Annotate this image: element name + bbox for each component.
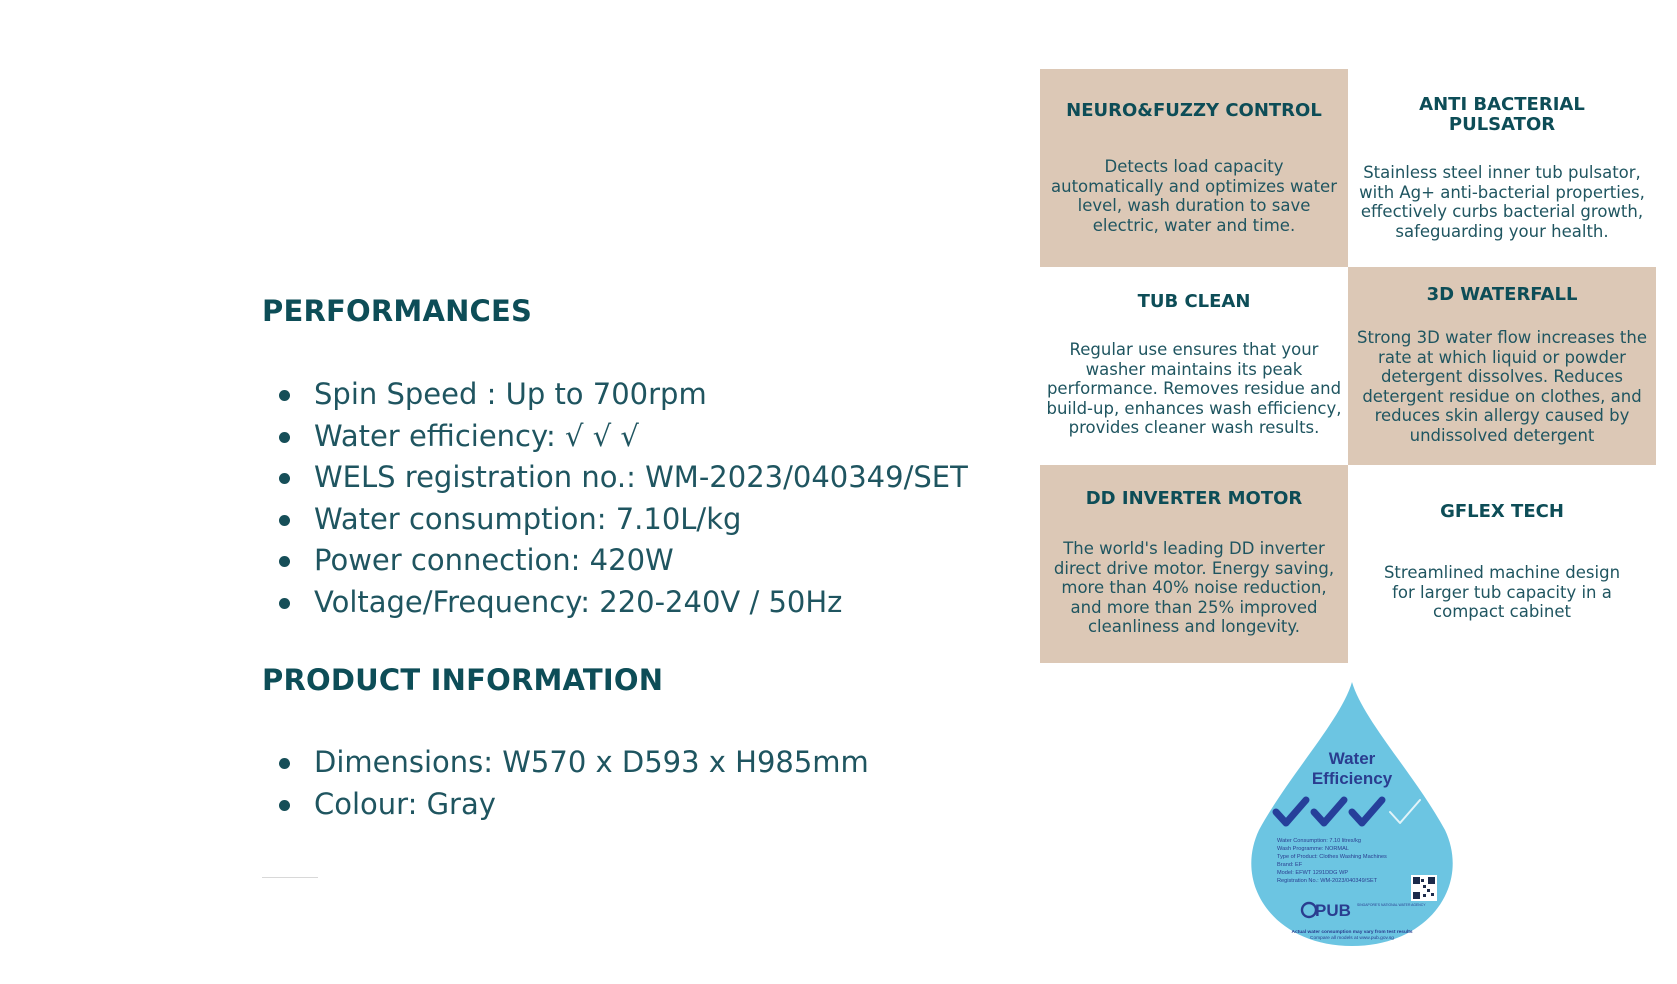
label-footer: Compare all models at www.pub.gov.sg <box>1310 936 1394 941</box>
feature-card-dd-inverter-motor <box>1040 465 1348 663</box>
performances-heading: PERFORMANCES <box>262 294 533 328</box>
feature-description: Streamlined machine design for larger tub capacity in a compact cabinet <box>1383 563 1621 622</box>
list-item: Colour: Gray <box>262 784 869 826</box>
label-detail: Model: EFWT 1291DDG WP <box>1277 870 1349 876</box>
feature-title: GFLEX TECH <box>1440 501 1564 522</box>
feature-title: ANTI BACTERIAL PULSATOR <box>1419 94 1585 135</box>
list-item: Water efficiency: √ √ √ <box>262 416 968 458</box>
feature-card-3d-waterfall <box>1348 267 1656 465</box>
label-detail: Water Consumption: 7.10 litres/kg <box>1277 838 1362 844</box>
svg-text:PUB: PUB <box>1315 901 1351 920</box>
feature-title: 3D WATERFALL <box>1426 284 1578 305</box>
feature-title: TUB CLEAN <box>1137 291 1251 312</box>
feature-description: Regular use ensures that your washer maintains its peak performance. Removes residue and build-up, enhances wash efficiency, provides cleaner wash results. <box>1046 340 1342 438</box>
label-detail: Wash Programme: NORMAL <box>1277 846 1349 852</box>
feature-description: Stainless steel inner tub pulsator, with Ag+ anti-bacterial properties, effectively curbs bacterial growth, safeguarding your health. <box>1359 163 1645 241</box>
feature-description: The world's leading DD inverter direct drive motor. Energy saving, more than 40% noise reduction, and more than 25% improved cleanliness and longevity. <box>1053 539 1335 637</box>
feature-card-neuro-fuzzy <box>1040 69 1348 267</box>
feature-card-tub-clean <box>1040 267 1348 465</box>
svg-text:SINGAPORE'S NATIONAL WATER AGE: SINGAPORE'S NATIONAL WATER AGENCY <box>1357 903 1426 907</box>
feature-description: Strong 3D water flow increases the rate at which liquid or powder detergent dissolves. Reduces detergent residue on clothes, and reduces skin allergy caused by undissolved detergent <box>1356 328 1648 445</box>
feature-description: Detects load capacity automatically and optimizes water level, wash duration to save electric, water and time. <box>1051 157 1337 235</box>
label-title-line1: Water <box>1328 749 1376 768</box>
list-item: WELS registration no.: WM-2023/040349/SET <box>262 457 968 499</box>
label-detail: Brand: EF <box>1277 862 1303 868</box>
list-item: Dimensions: W570 x D593 x H985mm <box>262 742 869 784</box>
performances-list <box>262 374 968 623</box>
list-item: Power connection: 420W <box>262 540 968 582</box>
product-information-list <box>262 742 869 825</box>
feature-card-anti-bacterial <box>1348 69 1656 267</box>
list-item: Voltage/Frequency: 220-240V / 50Hz <box>262 582 968 624</box>
divider <box>262 877 318 878</box>
label-title-line2: Efficiency <box>1311 769 1393 788</box>
label-footer: Actual water consumption may vary from test results <box>1291 930 1413 935</box>
label-detail: Registration No.: WM-2023/040349/SET <box>1277 878 1378 884</box>
feature-card-gflex-tech <box>1348 465 1656 663</box>
feature-title: NEURO&FUZZY CONTROL <box>1066 100 1322 121</box>
qr-code-icon <box>1411 875 1437 901</box>
label-detail: Type of Product: Clothes Washing Machines <box>1277 854 1387 860</box>
list-item: Spin Speed : Up to 700rpm <box>262 374 968 416</box>
feature-title: DD INVERTER MOTOR <box>1085 488 1303 509</box>
product-information-heading: PRODUCT INFORMATION <box>262 663 664 697</box>
list-item: Water consumption: 7.10L/kg <box>262 499 968 541</box>
water-efficiency-label <box>1245 680 1459 950</box>
